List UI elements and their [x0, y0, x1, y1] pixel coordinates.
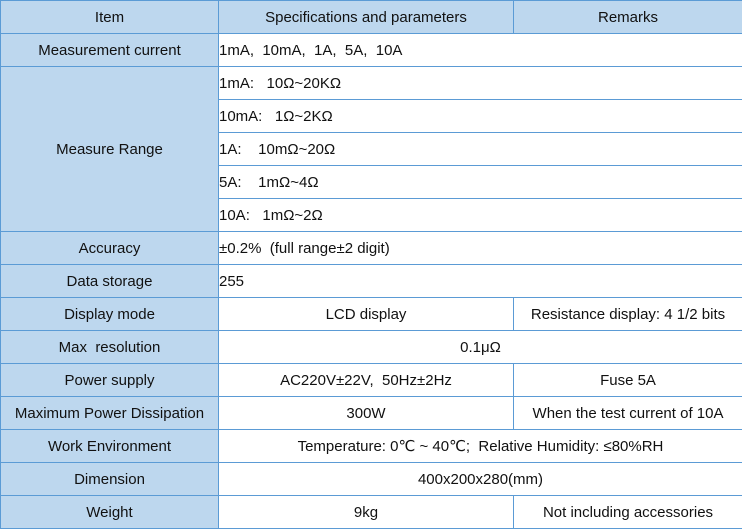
header-remarks: Remarks: [514, 1, 742, 34]
remark-cell-display-mode: Resistance display: 4 1/2 bits: [514, 298, 742, 331]
spec-cell-range-1ma: 1mA: 10Ω~20KΩ: [219, 67, 742, 100]
header-item: Item: [1, 1, 219, 34]
remark-cell-weight: Not including accessories: [514, 496, 742, 529]
spec-cell-display-mode: LCD display: [219, 298, 514, 331]
row-power-supply: [1, 364, 742, 397]
item-cell-max-resolution: Max resolution: [1, 331, 219, 364]
spec-cell-range-5a: 5A: 1mΩ~4Ω: [219, 166, 742, 199]
item-cell-weight: Weight: [1, 496, 219, 529]
spec-cell-work-environment: Temperature: 0℃ ~ 40℃; Relative Humidity: ≤80%RH: [219, 430, 742, 463]
item-cell-dimension: Dimension: [1, 463, 219, 496]
spec-cell-max-resolution: 0.1μΩ: [219, 331, 742, 364]
item-cell-measure-range: Measure Range: [1, 67, 219, 232]
spec-cell-accuracy: ±0.2% (full range±2 digit): [219, 232, 742, 265]
item-cell-power-supply: Power supply: [1, 364, 219, 397]
remark-cell-max-power-dissipation: When the test current of 10A: [514, 397, 742, 430]
item-cell-max-power-dissipation: Maximum Power Dissipation: [1, 397, 219, 430]
row-max-resolution: [1, 331, 742, 364]
row-dimension: [1, 463, 742, 496]
spec-cell-weight: 9kg: [219, 496, 514, 529]
row-measure-range-1: [1, 67, 742, 100]
spec-cell-measurement-current: 1mA, 10mA, 1A, 5A, 10A: [219, 34, 742, 67]
row-display-mode: [1, 298, 742, 331]
header-row: [1, 1, 742, 34]
row-data-storage: [1, 265, 742, 298]
spec-cell-dimension: 400x200x280(mm): [219, 463, 742, 496]
row-accuracy: [1, 232, 742, 265]
row-weight: [1, 496, 742, 529]
spec-cell-max-power-dissipation: 300W: [219, 397, 514, 430]
row-work-environment: [1, 430, 742, 463]
item-cell-measurement-current: Measurement current: [1, 34, 219, 67]
item-cell-data-storage: Data storage: [1, 265, 219, 298]
row-measurement-current: [1, 34, 742, 67]
row-max-power-dissipation: [1, 397, 742, 430]
item-cell-work-environment: Work Environment: [1, 430, 219, 463]
spec-cell-power-supply: AC220V±22V, 50Hz±2Hz: [219, 364, 514, 397]
spec-cell-data-storage: 255: [219, 265, 742, 298]
spec-cell-range-10a: 10A: 1mΩ~2Ω: [219, 199, 742, 232]
header-specifications: Specifications and parameters: [219, 1, 514, 34]
spec-cell-range-10ma: 10mA: 1Ω~2KΩ: [219, 100, 742, 133]
spec-cell-range-1a: 1A: 10mΩ~20Ω: [219, 133, 742, 166]
item-cell-display-mode: Display mode: [1, 298, 219, 331]
item-cell-accuracy: Accuracy: [1, 232, 219, 265]
remark-cell-power-supply: Fuse 5A: [514, 364, 742, 397]
